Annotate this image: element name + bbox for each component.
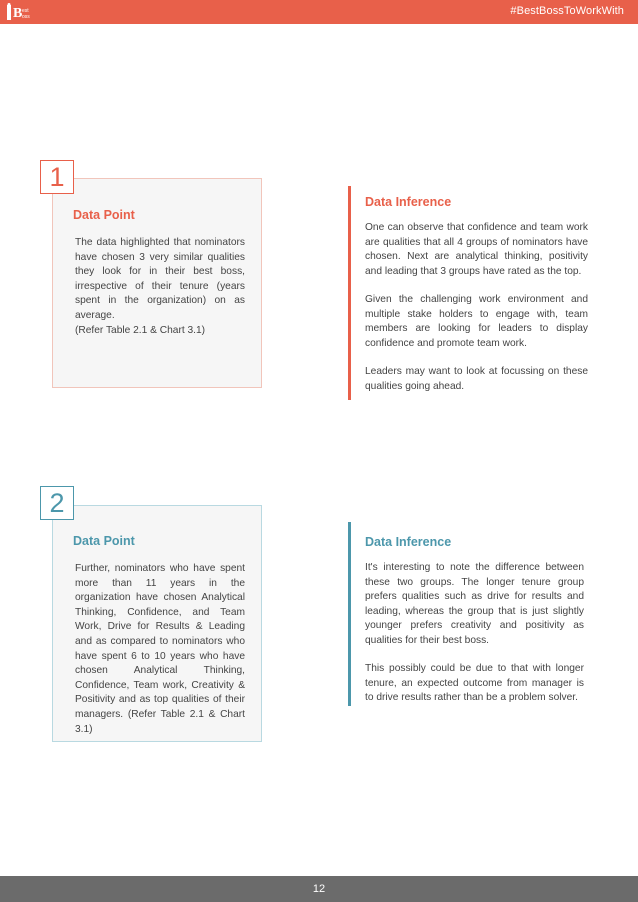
section-number-2: 2 xyxy=(40,486,74,520)
hashtag-text: #BestBossToWorkWith xyxy=(510,5,624,17)
data-point-reference: (Refer Table 2.1 & Chart 3.1) xyxy=(75,324,206,336)
page-number: 12 xyxy=(312,883,326,895)
svg-text:est: est xyxy=(22,8,29,14)
page-header xyxy=(0,0,638,24)
inference-accent-bar-1 xyxy=(348,186,351,400)
data-point-body-2 xyxy=(75,562,245,737)
inference-body-1 xyxy=(365,221,588,408)
svg-text:B: B xyxy=(13,6,23,21)
svg-text:oss: oss xyxy=(22,14,30,20)
inference-paragraph: Given the challenging work environment and multiple stake holders to engage with, team members are looking for leaders to display confidence and promote team work. xyxy=(365,294,588,349)
inference-title-2: Data Inference xyxy=(365,535,452,549)
inference-paragraph: This possibly could be due to that with longer tenure, an expected outcome from manager is to drive results rather than be a problem solver. xyxy=(365,663,584,703)
inference-body-2 xyxy=(365,561,584,720)
data-point-body-1 xyxy=(75,236,245,338)
inference-paragraph: It's interesting to note the difference between these two groups. The longer tenure group prefers qualities such as drive for results and leading, whereas the group that is just slightly younger prefers creativity and positivity as qualities for their best boss. xyxy=(365,562,584,646)
section-number-1: 1 xyxy=(40,160,74,194)
inference-paragraph: Leaders may want to look at focussing on these qualities going ahead. xyxy=(365,366,588,392)
inference-paragraph: One can observe that confidence and team work are qualities that all 4 groups of nominators have chosen. Next are analytical thinking, positivity and leading that 3 groups have rated as the top. xyxy=(365,222,588,277)
data-point-title-2: Data Point xyxy=(73,534,135,548)
inference-accent-bar-2 xyxy=(348,522,351,706)
data-point-text: The data highlighted that nominators have chosen 3 very similar qualities they look for in their best boss, irrespective of their tenure (years spent in the organization) on as average. xyxy=(75,237,245,321)
best-boss-logo-icon xyxy=(6,3,32,21)
inference-title-1: Data Inference xyxy=(365,195,452,209)
data-point-text: Further, nominators who have spent more than 11 years in the organization have chosen Analytical Thinking, Confidence, and Team Work, Drive for Results & Leading and as compared to nominators who have spent 6 to 10 years who have chosen Analytical Thinking, Confidence, Team work, Creativity & Positivity and as top qualities of their managers. (Refer Table 2.1 & Chart 3.1) xyxy=(75,563,245,735)
page-footer xyxy=(0,876,638,902)
data-point-title-1: Data Point xyxy=(73,208,135,222)
